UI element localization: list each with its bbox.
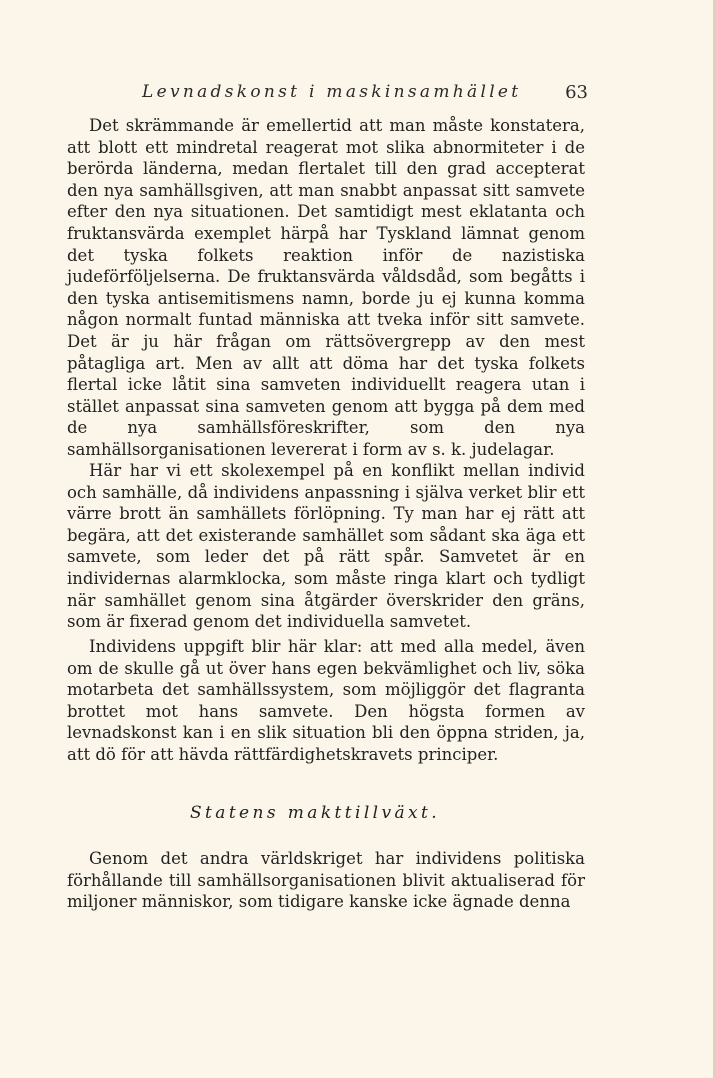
paragraph: Genom det andra världskriget har individens politiska förhållande till samhällsorganisationen blivit aktualiserad för miljoner människor, som tidigare kanske icke ägnade denna	[67, 849, 585, 912]
page-number: 63	[565, 82, 588, 103]
page-header	[142, 80, 594, 110]
section-title: Statens makttillväxt.	[190, 803, 441, 823]
running-title: Levnadskonst i maskinsamhället	[142, 82, 522, 102]
paragraph: Här har vi ett skolexempel på en konflikt mellan individ och samhälle, då individens anpassning i själva verket blir ett värre brott än samhällets förlöpning. Ty man har ej rätt att begära, att det existerande samhället som sådant ska äga ett samvete, som leder det på rätt spår. Samvetet är en individernas alarmklocka, som måste ringa klart och tydligt när samhället genom sina åtgärder överskrider den gräns, som är fixerad genom det individuella samvetet.	[67, 461, 585, 632]
paragraph: Det skrämmande är emellertid att man måste konstatera, att blott ett mindretal reagerat mot slika abnormiteter i de berörda länderna, medan flertalet till den grad accepterat den nya samhällsgiven, att man snabbt anpassat sitt samvete efter den nya situationen. Det samtidigt mest eklatanta och fruktansvärda exemplet härpå har Tyskland lämnat genom det tyska folkets reaktion inför de nazistiska judeförföljelserna. De fruktansvärda våldsdåd, som begåtts i den tyska antisemitismens namn, borde ju ej kunna komma någon normalt funtad människa att tveka inför sitt samvete. Det är ju här frågan om rättsövergrepp av den mest påtagliga art. Men av allt att döma har det tyska folkets flertal icke låtit sina samveten individuellt reagera utan i stället anpassat sina samveten genom att bygga på dem med de nya samhällsföreskrifter, som den nya samhällsorganisationen levererat i form av s. k. judelagar.	[67, 116, 585, 459]
paragraph: Individens uppgift blir här klar: att med alla medel, även om de skulle gå ut över hans egen bekvämlighet och liv, söka motarbeta det samhällssystem, som möjliggör det flagranta brottet mot hans samvete. Den högsta formen av levnadskonst kan i en slik situation bli den öppna striden, ja, att dö för att hävda rättfärdighetskravets principer.	[67, 637, 585, 764]
